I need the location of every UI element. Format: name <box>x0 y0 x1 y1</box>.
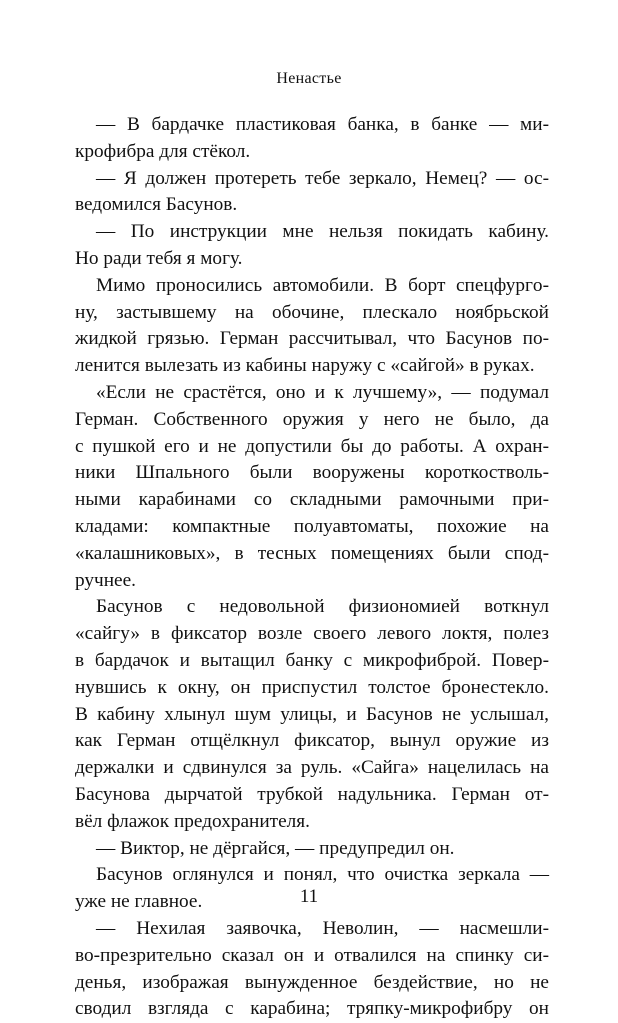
text-line: с пушкой его и не допустили бы до работы. А охран- <box>75 435 549 457</box>
text-line: — По инструкции мне нельзя покидать кабину. <box>96 221 549 243</box>
text-line: ленится вылезать из кабины наружу с «сайгой» в руках. <box>75 355 535 377</box>
text-line: денья, изображая вынужденное бездействие, но не <box>75 971 549 993</box>
text-line: «Если не срастётся, оно и к лучшему», — подумал <box>96 381 549 403</box>
text-line: нувшись к окну, он приспустил толстое бронестекло. <box>75 676 549 698</box>
text-line: в бардачок и вытащил банку с микрофиброй. Повер- <box>75 649 549 671</box>
text-line: Басунов оглянулся и понял, что очистка зеркала — <box>96 864 549 886</box>
text-line: — В бардачке пластиковая банка, в банке — ми- <box>96 114 549 135</box>
text-line: сводил взгляда с карабина; тряпку-микрофибру он <box>75 998 549 1020</box>
text-line: — Я должен протереть тебе зеркало, Немец? — ос- <box>96 167 549 189</box>
text-line: Мимо проносились автомобили. В борт спецфургo- <box>96 274 549 296</box>
text-line: ники Шпального были вооружены короткостволь- <box>75 462 549 484</box>
text-line: уже не главное. <box>75 891 203 913</box>
text-line: Басунов с недовольной физиономией воткнул <box>96 596 549 618</box>
running-head: Ненастье <box>276 70 342 87</box>
page-number: 11 <box>299 886 319 907</box>
text-line: держалки и сдвинулся за руль. «Сайга» нацелилась на <box>75 757 549 779</box>
text-line: ными карабинами со складными рамочными при- <box>75 489 549 511</box>
text-line: вёл флажок предохранителя. <box>75 810 310 832</box>
text-line: ручнее. <box>75 569 136 591</box>
text-line: — Нехилая заявочка, Неволин, — насмешли- <box>96 917 549 939</box>
text-line: «калашниковых», в тесных помещениях были спод- <box>75 542 549 564</box>
text-line: — Виктор, не дёргайся, — предупредил он. <box>96 837 455 859</box>
text-line: кладами: компактные полуавтоматы, похожие на <box>75 515 549 537</box>
text-line: ну, застывшему на обочине, плескало ноябрьской <box>75 301 549 323</box>
text-line: крофибра для стёкол. <box>75 140 251 162</box>
text-line: Герман. Собственного оружия у него не было, да <box>75 408 549 430</box>
text-line: как Герман отщёлкнул фиксатор, вынул оружие из <box>75 730 549 752</box>
text-line: «сайгу» в фиксатор возле своего левого локтя, полез <box>75 623 549 645</box>
text-line: Басунова дырчатой трубкой надульника. Герман от- <box>75 783 549 805</box>
text-line: В кабину хлынул шум улицы, и Басунов не услышал, <box>75 703 549 725</box>
text-line: ведомился Басунов. <box>75 194 238 216</box>
text-line: жидкой грязью. Герман рассчитывал, что Басунов по- <box>75 328 549 350</box>
text-line: во-презрительно сказал он и отвалился на спинку си- <box>75 944 549 966</box>
text-line: Но ради тебя я могу. <box>75 247 243 269</box>
